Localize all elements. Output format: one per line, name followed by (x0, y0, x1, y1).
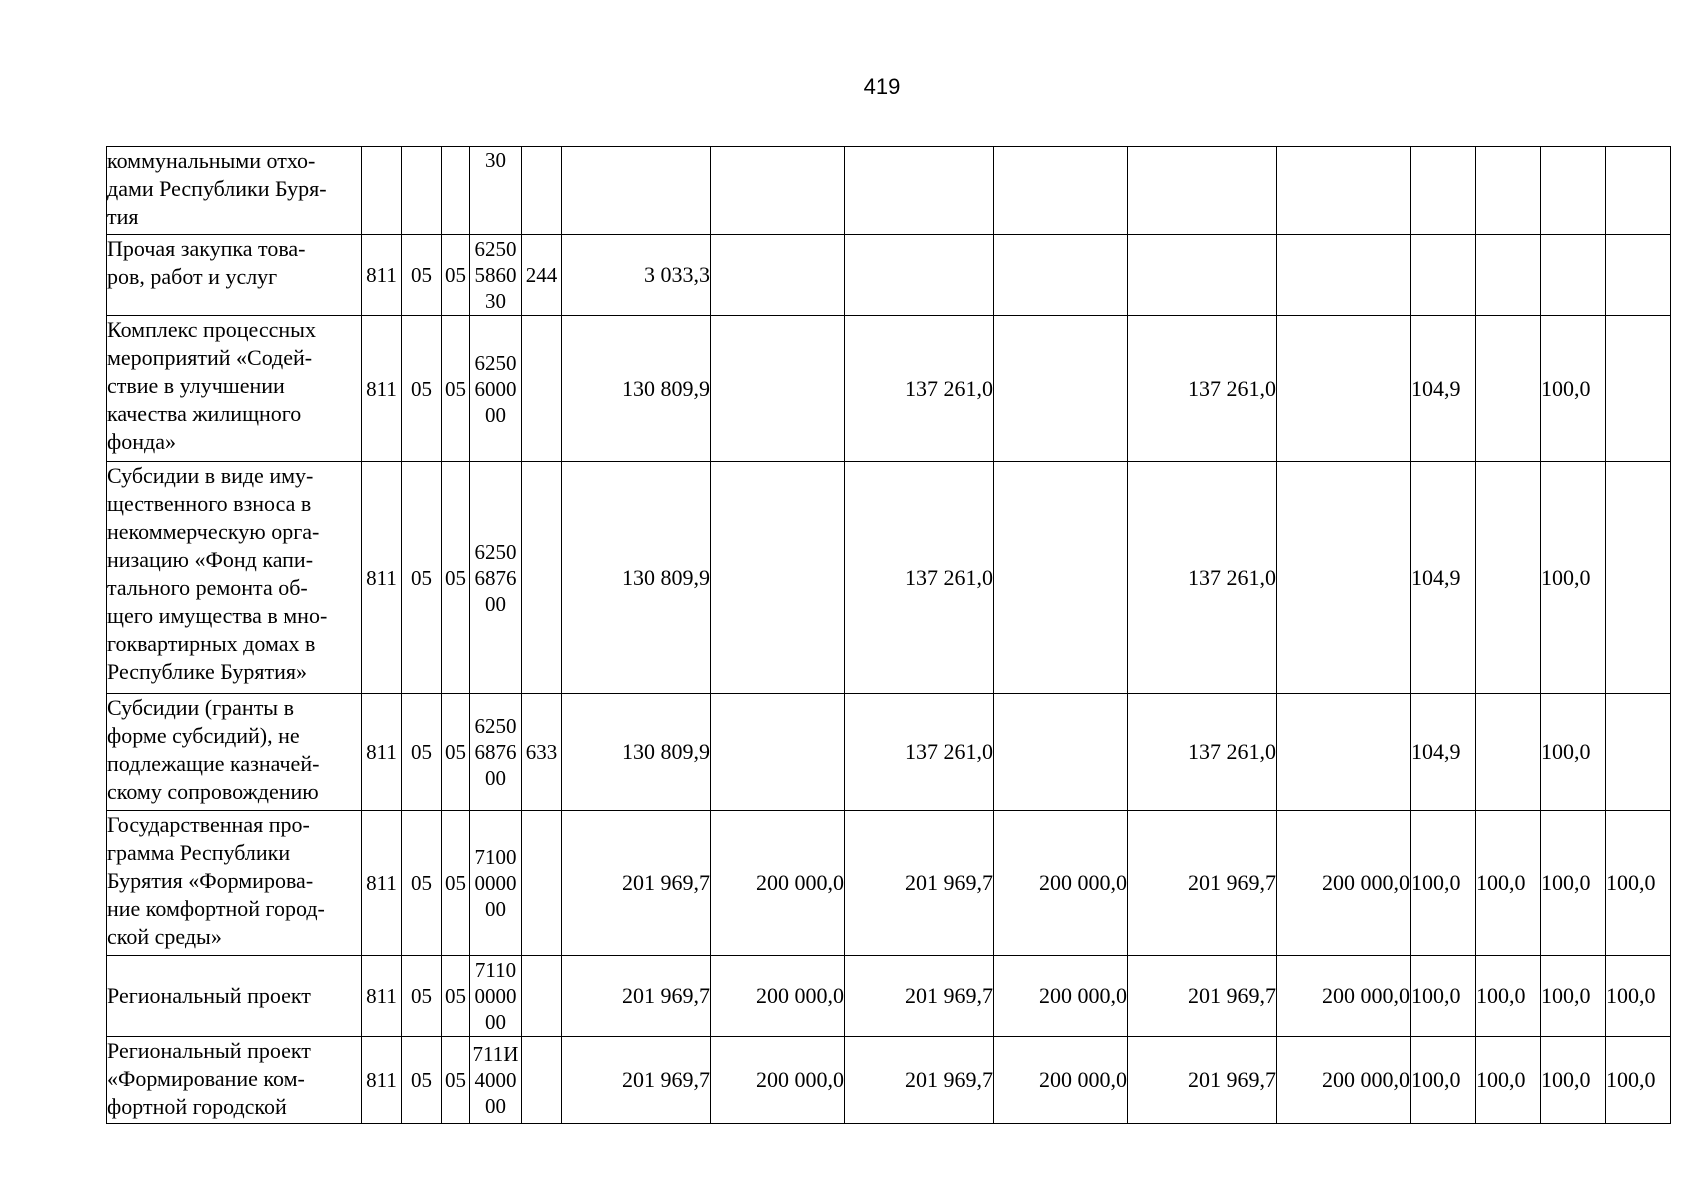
section-code (402, 147, 442, 235)
percent-cell: 100,0 (1411, 811, 1476, 956)
amount-cell: 201 969,7 (562, 811, 711, 956)
amount-cell (1277, 147, 1411, 235)
subsection-code (442, 147, 470, 235)
table-row (107, 694, 1671, 811)
target-article-code: 7110 0000 00 (470, 956, 522, 1037)
row-name: Комплекс процессных мероприятий «Содей- ствие в улучшении качества жилищного фонда» (107, 316, 362, 462)
amount-cell: 130 809,9 (562, 462, 711, 694)
amount-cell: 137 261,0 (845, 316, 994, 462)
percent-cell: 100,0 (1541, 811, 1606, 956)
amount-cell (562, 147, 711, 235)
percent-cell: 100,0 (1411, 1037, 1476, 1124)
percent-cell: 100,0 (1606, 811, 1671, 956)
subsection-code: 05 (442, 462, 470, 694)
percent-cell (1411, 235, 1476, 316)
target-article-code: 7100 0000 00 (470, 811, 522, 956)
percent-cell: 100,0 (1541, 462, 1606, 694)
table-row (107, 956, 1671, 1037)
amount-cell: 201 969,7 (562, 1037, 711, 1124)
percent-cell: 104,9 (1411, 462, 1476, 694)
amount-cell (711, 235, 845, 316)
row-name: коммунальными отхо- дами Республики Буря- тия (107, 147, 362, 235)
percent-cell: 100,0 (1541, 1037, 1606, 1124)
target-article-code: 6250 6876 00 (470, 694, 522, 811)
target-article-code: 711И 4000 00 (470, 1037, 522, 1124)
budget-table (106, 146, 1671, 1124)
subsection-code: 05 (442, 316, 470, 462)
percent-cell: 100,0 (1541, 956, 1606, 1037)
amount-cell: 3 033,3 (562, 235, 711, 316)
target-article-code: 6250 5860 30 (470, 235, 522, 316)
grbs-code: 811 (362, 694, 402, 811)
percent-cell (1476, 316, 1541, 462)
percent-cell (1606, 147, 1671, 235)
expense-type-code (522, 316, 562, 462)
grbs-code: 811 (362, 811, 402, 956)
amount-cell (711, 316, 845, 462)
expense-type-code (522, 462, 562, 694)
table-row (107, 316, 1671, 462)
amount-cell: 201 969,7 (1128, 811, 1277, 956)
expense-type-code: 244 (522, 235, 562, 316)
row-name: Прочая закупка това- ров, работ и услуг (107, 235, 362, 316)
table-row (107, 811, 1671, 956)
row-name: Субсидии (гранты в форме субсидий), не подлежащие казначей- скому сопровождению (107, 694, 362, 811)
amount-cell (1277, 235, 1411, 316)
amount-cell: 130 809,9 (562, 316, 711, 462)
amount-cell (994, 462, 1128, 694)
amount-cell (1128, 235, 1277, 316)
amount-cell: 201 969,7 (845, 1037, 994, 1124)
row-name: Государственная про- грамма Республики Бурятия «Формирова- ние комфортной город- ской среды» (107, 811, 362, 956)
amount-cell: 137 261,0 (1128, 462, 1277, 694)
subsection-code: 05 (442, 1037, 470, 1124)
percent-cell: 100,0 (1606, 1037, 1671, 1124)
percent-cell (1541, 147, 1606, 235)
percent-cell (1411, 147, 1476, 235)
amount-cell: 200 000,0 (994, 956, 1128, 1037)
amount-cell (1277, 462, 1411, 694)
amount-cell: 137 261,0 (845, 694, 994, 811)
amount-cell: 200 000,0 (994, 1037, 1128, 1124)
table-row (107, 462, 1671, 694)
grbs-code: 811 (362, 956, 402, 1037)
target-article-code: 6250 6876 00 (470, 462, 522, 694)
table-row (107, 235, 1671, 316)
amount-cell: 200 000,0 (1277, 956, 1411, 1037)
expense-type-code (522, 147, 562, 235)
amount-cell: 201 969,7 (1128, 956, 1277, 1037)
amount-cell (994, 235, 1128, 316)
percent-cell (1541, 235, 1606, 316)
subsection-code: 05 (442, 694, 470, 811)
percent-cell (1476, 694, 1541, 811)
section-code: 05 (402, 811, 442, 956)
section-code: 05 (402, 235, 442, 316)
target-article-code: 6250 6000 00 (470, 316, 522, 462)
amount-cell: 137 261,0 (1128, 316, 1277, 462)
amount-cell: 201 969,7 (845, 956, 994, 1037)
expense-type-code (522, 956, 562, 1037)
percent-cell: 100,0 (1411, 956, 1476, 1037)
subsection-code: 05 (442, 956, 470, 1037)
expense-type-code (522, 811, 562, 956)
percent-cell: 100,0 (1476, 956, 1541, 1037)
amount-cell (1128, 147, 1277, 235)
percent-cell: 104,9 (1411, 694, 1476, 811)
grbs-code: 811 (362, 462, 402, 694)
percent-cell: 104,9 (1411, 316, 1476, 462)
amount-cell: 200 000,0 (994, 811, 1128, 956)
percent-cell (1476, 235, 1541, 316)
amount-cell: 130 809,9 (562, 694, 711, 811)
section-code: 05 (402, 1037, 442, 1124)
percent-cell (1476, 462, 1541, 694)
amount-cell (994, 147, 1128, 235)
section-code: 05 (402, 956, 442, 1037)
section-code: 05 (402, 694, 442, 811)
percent-cell (1476, 147, 1541, 235)
amount-cell (711, 694, 845, 811)
amount-cell (845, 147, 994, 235)
amount-cell (994, 694, 1128, 811)
row-name: Региональный проект (107, 956, 362, 1037)
subsection-code: 05 (442, 235, 470, 316)
table-row (107, 1037, 1671, 1124)
amount-cell: 137 261,0 (1128, 694, 1277, 811)
amount-cell: 200 000,0 (711, 1037, 845, 1124)
amount-cell: 200 000,0 (1277, 811, 1411, 956)
percent-cell: 100,0 (1476, 811, 1541, 956)
amount-cell (711, 462, 845, 694)
target-article-code: 30 (470, 147, 522, 235)
amount-cell (711, 147, 845, 235)
amount-cell (1277, 316, 1411, 462)
amount-cell: 200 000,0 (1277, 1037, 1411, 1124)
row-name: Субсидии в виде иму- щественного взноса в некоммерческую орга- низацию «Фонд капи- тального ремонта об- щего имущества в мно- гоквартирных домах в Республике Бурятия» (107, 462, 362, 694)
section-code: 05 (402, 462, 442, 694)
percent-cell (1606, 694, 1671, 811)
section-code: 05 (402, 316, 442, 462)
table-row (107, 147, 1671, 235)
percent-cell: 100,0 (1541, 694, 1606, 811)
expense-type-code: 633 (522, 694, 562, 811)
amount-cell: 200 000,0 (711, 956, 845, 1037)
subsection-code: 05 (442, 811, 470, 956)
grbs-code (362, 147, 402, 235)
amount-cell (845, 235, 994, 316)
amount-cell (1277, 694, 1411, 811)
expense-type-code (522, 1037, 562, 1124)
percent-cell: 100,0 (1606, 956, 1671, 1037)
percent-cell: 100,0 (1476, 1037, 1541, 1124)
amount-cell: 200 000,0 (711, 811, 845, 956)
amount-cell: 201 969,7 (562, 956, 711, 1037)
amount-cell: 137 261,0 (845, 462, 994, 694)
amount-cell (994, 316, 1128, 462)
percent-cell (1606, 462, 1671, 694)
page-number: 419 (863, 74, 901, 99)
amount-cell: 201 969,7 (1128, 1037, 1277, 1124)
row-name: Региональный проект «Формирование ком- фортной городской (107, 1037, 362, 1124)
percent-cell (1606, 316, 1671, 462)
amount-cell: 201 969,7 (845, 811, 994, 956)
percent-cell (1606, 235, 1671, 316)
grbs-code: 811 (362, 1037, 402, 1124)
grbs-code: 811 (362, 316, 402, 462)
percent-cell: 100,0 (1541, 316, 1606, 462)
grbs-code: 811 (362, 235, 402, 316)
